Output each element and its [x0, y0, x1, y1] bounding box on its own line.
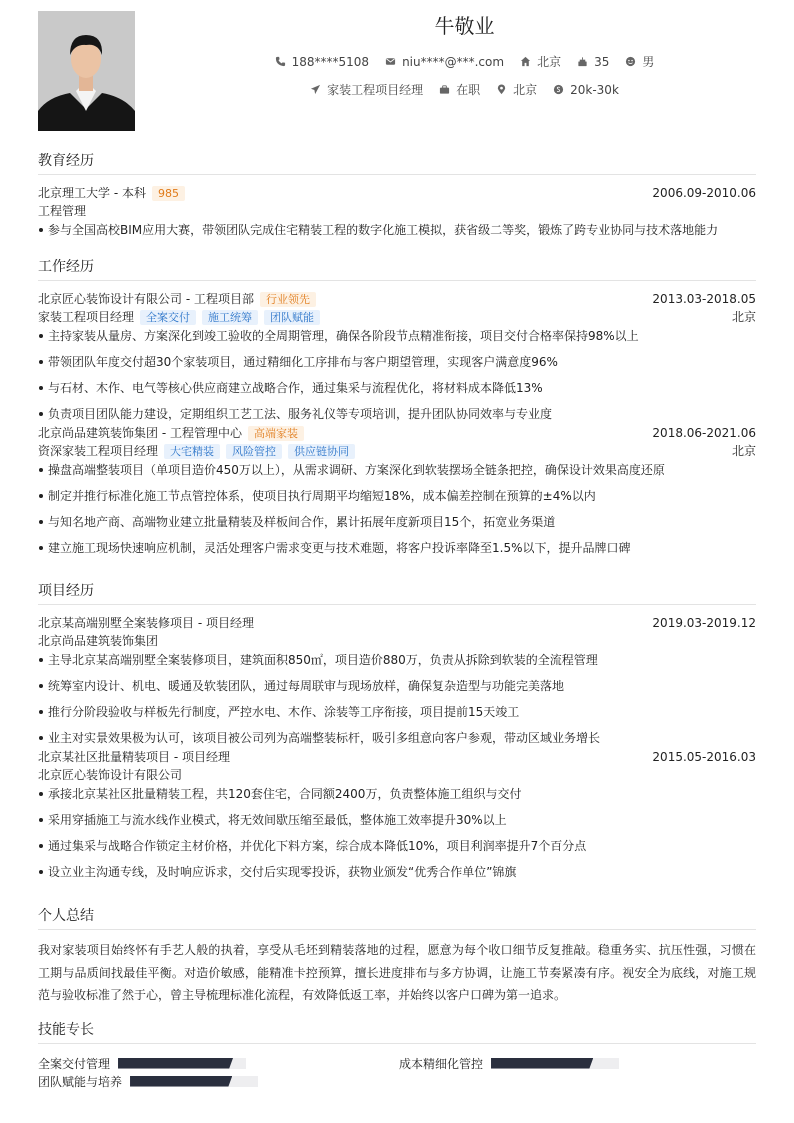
education-bullet: 参与全国高校BIM应用大赛，带领团队完成住宅精装工程的数字化施工模拟，获省级二等奖，锻炼了跨专业协同与技术落地能力 — [38, 220, 756, 240]
target-city-text: 北京 — [513, 83, 538, 97]
phone-text: 188****5108 — [291, 54, 370, 69]
project-date: 2015.05-2016.03 — [652, 750, 756, 764]
salary-icon — [553, 84, 564, 95]
project-header — [38, 614, 756, 632]
work-header — [38, 424, 756, 442]
age-text: 35 — [594, 54, 610, 69]
work-bullet: 负责项目团队能力建设，定期组织工艺工法、服务礼仪等专项培训，提升团队协同效率与专业度 — [38, 404, 756, 424]
company-line: 北京匠心装饰设计有限公司 - 工程项目部 — [38, 292, 254, 306]
job-target-text: 家装工程项目经理 — [327, 83, 424, 97]
contact-row — [135, 53, 794, 70]
age-icon — [577, 56, 588, 67]
education-header — [38, 184, 756, 202]
work-title: 工作经历 — [38, 256, 756, 281]
major-line — [38, 202, 756, 220]
project-bullet: 设立业主沟通专线，及时响应诉求，交付后实现零投诉，获物业颁发“优秀合作单位”锦旗 — [38, 862, 756, 882]
work-bullet: 建立施工现场快速响应机制，灵活处理客户需求变更与技术难题，将客户投诉率降至1.5%以下，提升品牌口碑 — [38, 538, 756, 558]
skill-bar-fill — [130, 1076, 232, 1087]
gender-text: 男 — [642, 55, 655, 69]
home-icon — [520, 56, 531, 67]
work-bullet: 与知名地产商、高端物业建立批量精装及样板间合作，累计拓展年度新项目15个，拓宽业务渠道 — [38, 512, 756, 538]
project-bullet: 承接北京某社区批量精装工程，共120套住宅，合同额2400万，负责整体施工组织与交付 — [38, 784, 756, 810]
education-date: 2006.09-2010.06 — [652, 186, 756, 200]
project-org-line — [38, 632, 756, 650]
job-intent-row — [135, 81, 794, 98]
phone-item — [275, 55, 369, 69]
briefcase-icon — [439, 84, 450, 95]
skill-tag: 施工统筹 — [202, 310, 258, 325]
project-bullet: 主导北京某高端别墅全案装修项目，建筑面积850㎡，项目造价880万，负责从拆除到软装的全流程管理 — [38, 650, 756, 676]
project-header — [38, 748, 756, 766]
skill-bar-fill — [491, 1058, 593, 1069]
skill-name: 成本精细化管控 — [399, 1056, 484, 1071]
work-bullet: 制定并推行标准化施工节点管控体系，使项目执行周期平均缩短18%，成本偏差控制在预算的±4%以内 — [38, 486, 756, 512]
skill-bar — [130, 1076, 258, 1087]
status-item — [439, 81, 480, 98]
position-text: 资深家装工程项目经理 — [38, 444, 159, 458]
candidate-name: 牛敬业 — [434, 14, 495, 38]
skills-section — [38, 1019, 756, 1093]
skill-name: 团队赋能与培养 — [38, 1074, 123, 1089]
project-bullet: 推行分阶段验收与样板先行制度，严控水电、木作、涂装等工序衔接，项目提前15天竣工 — [38, 702, 756, 728]
project-title-line: 北京某社区批量精装项目 - 项目经理 — [38, 750, 230, 764]
school-tag: 985 — [152, 186, 185, 201]
company-tag: 行业领先 — [260, 292, 316, 307]
company-tag: 高端家装 — [248, 426, 304, 441]
project-bullet: 业主对实景效果极为认可，该项目被公司列为高端整装标杆，吸引多组意向客户参观，带动区域业务增长 — [38, 728, 756, 748]
skill-tag: 团队赋能 — [264, 310, 320, 325]
gender-item — [625, 53, 654, 70]
work-location: 北京 — [731, 444, 756, 458]
work-bullet: 操盘高端整装项目（单项目造价450万以上），从需求调研、方案深化到软装摆场全链条把控，确保设计效果高度还原 — [38, 460, 756, 486]
summary-section — [38, 905, 756, 1007]
projects-section — [38, 580, 756, 882]
work-bullet: 主持家装从量房、方案深化到竣工验收的全周期管理，确保各阶段节点精准衔接，项目交付合格率保持98%以上 — [38, 326, 756, 352]
education-section — [38, 150, 756, 240]
skill-item — [399, 1055, 619, 1071]
email-text: niu****@***.com — [402, 54, 505, 69]
profile-photo — [38, 11, 135, 131]
skills-list — [38, 1053, 756, 1093]
skill-tag: 大宅精装 — [164, 444, 220, 459]
work-location: 北京 — [731, 310, 756, 324]
salary-text: 20k-30k — [570, 82, 619, 97]
skill-tag: 风险管控 — [226, 444, 282, 459]
work-header — [38, 290, 756, 308]
work-bullet: 带领团队年度交付超30个家装项目，通过精细化工序排布与客户期望管理，实现客户满意度96% — [38, 352, 756, 378]
major-text: 工程管理 — [38, 204, 87, 218]
project-date: 2019.03-2019.12 — [652, 616, 756, 630]
city-text: 北京 — [537, 55, 562, 69]
position-line — [38, 308, 756, 326]
work-date: 2018.06-2021.06 — [652, 426, 756, 440]
school-line: 北京理工大学 - 本科 — [38, 186, 146, 200]
status-text: 在职 — [456, 83, 481, 97]
project-bullet: 统筹室内设计、机电、暖通及软装团队，通过每周联审与现场放样，确保复杂造型与功能完美落地 — [38, 676, 756, 702]
skills-title: 技能专长 — [38, 1019, 756, 1044]
company-line: 北京尚品建筑装饰集团 - 工程管理中心 — [38, 426, 242, 440]
project-bullet: 采用穿插施工与流水线作业模式，将无效间歇压缩至最低，整体施工效率提升30%以上 — [38, 810, 756, 836]
location-icon — [496, 84, 507, 95]
skill-bar — [491, 1058, 619, 1069]
send-icon — [310, 84, 321, 95]
work-date: 2013.03-2018.05 — [652, 292, 756, 306]
skill-name: 全案交付管理 — [38, 1056, 111, 1071]
project-title-line: 北京某高端别墅全案装修项目 - 项目经理 — [38, 616, 254, 630]
gender-icon — [625, 56, 636, 67]
salary-item — [553, 83, 619, 97]
summary-text: 我对家装项目始终怀有手艺人般的执着，享受从毛坯到精装落地的过程，愿意为每个收口细节反复推敲。稳重务实、抗压性强，习惯在工期与品质间找最佳平衡。对造价敏感，能精准卡控预算，擅长进度排布与多方协调，让施工节奏紧凑有序。视安全为底线，对施工规范与验收标准了然于心，曾主导梳理标准化流程，有效降低返工率，并始终以客户口碑为第一追求。 — [38, 943, 756, 1002]
phone-icon — [275, 56, 286, 67]
project-org: 北京匠心装饰设计有限公司 — [38, 768, 183, 782]
summary-title: 个人总结 — [38, 905, 756, 930]
project-bullet: 通过集采与战略合作锁定主材价格，并优化下料方案，综合成本降低10%，项目利润率提升7个百分点 — [38, 836, 756, 862]
education-title: 教育经历 — [38, 150, 756, 175]
project-org: 北京尚品建筑装饰集团 — [38, 634, 159, 648]
position-line — [38, 442, 756, 460]
job-target-item — [310, 81, 423, 98]
email-item — [385, 55, 504, 69]
skill-item — [38, 1055, 246, 1071]
project-org-line — [38, 766, 756, 784]
skill-bar-fill — [118, 1058, 233, 1069]
work-bullet: 与石材、木作、电气等核心供应商建立战略合作，通过集采与流程优化，将材料成本降低13% — [38, 378, 756, 404]
skill-bar — [118, 1058, 246, 1069]
work-section — [38, 256, 756, 558]
skill-item — [38, 1073, 258, 1089]
target-city-item — [496, 81, 537, 98]
skill-tag: 全案交付 — [140, 310, 196, 325]
email-icon — [385, 56, 396, 67]
position-text: 家装工程项目经理 — [38, 310, 135, 324]
city-item — [520, 53, 561, 70]
projects-title: 项目经历 — [38, 580, 756, 605]
age-item — [577, 55, 609, 69]
skill-tag: 供应链协同 — [288, 444, 355, 459]
